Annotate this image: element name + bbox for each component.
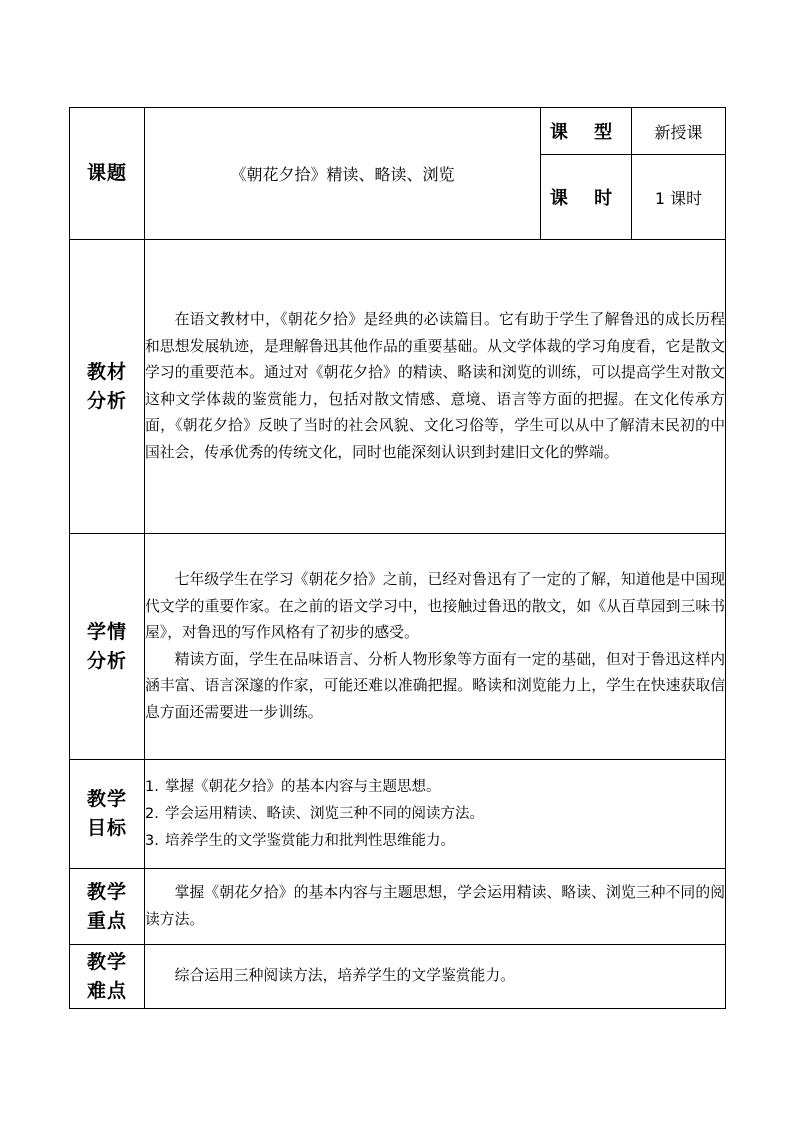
- teaching-goals-label: 教学 目标: [70, 760, 145, 869]
- key-points-text: 掌握《朝花夕拾》的基本内容与主题思想，学会运用精读、略读、浏览三种不同的阅读方法。: [145, 884, 725, 928]
- topic-label: 课题: [70, 108, 145, 240]
- goal-item: 2. 学会运用精读、略读、浏览三种不同的阅读方法。: [145, 805, 484, 822]
- student-analysis-row: [70, 534, 726, 760]
- key-points-content: [145, 869, 726, 945]
- material-analysis-row: [70, 240, 726, 534]
- lesson-hours-value: 1 课时: [632, 155, 726, 240]
- lesson-type-value: 新授课: [632, 108, 726, 155]
- lesson-hours-label: 课 时: [541, 155, 632, 240]
- student-analysis-paragraph: 精读方面，学生在品味语言、分析人物形象等方面有一定的基础，但对于鲁迅这样内涵丰富、语言深邃的作家，可能还难以准确把握。略读和浏览能力上，学生在快速获取信息方面还需要进一步训练。: [145, 650, 725, 721]
- student-analysis-paragraph: 七年级学生在学习《朝花夕拾》之前，已经对鲁迅有了一定的了解，知道他是中国现代文学的重要作家。在之前的语文学习中，也接触过鲁迅的散文，如《从百草园到三味书屋》，对鲁迅的写作风格有了初步的感受。: [145, 571, 725, 641]
- teaching-goals-list: [145, 760, 726, 869]
- topic-row-1: [70, 108, 726, 155]
- goal-item: 1. 掌握《朝花夕拾》的基本内容与主题思想。: [145, 778, 441, 795]
- material-analysis-content: [145, 240, 726, 534]
- difficult-points-content: [145, 945, 726, 1009]
- teaching-goals-row: [70, 760, 726, 869]
- difficult-points-label: 教学 难点: [70, 945, 145, 1009]
- student-analysis-content: [145, 534, 726, 760]
- material-analysis-label: 教材 分析: [70, 240, 145, 534]
- topic-value: 《朝花夕拾》精读、略读、浏览: [145, 108, 541, 240]
- material-analysis-paragraph: 在语文教材中，《朝花夕拾》是经典的必读篇目。它有助于学生了解鲁迅的成长历程和思想发展轨迹，是理解鲁迅其他作品的重要基础。从文学体裁的学习角度看，它是散文学习的重要范本。通过对《朝花夕拾》的精读、略读和浏览的训练，可以提高学生对散文这种文学体裁的鉴赏能力，包括对散文情感、意境、语言等方面的把握。在文化传承方面，《朝花夕拾》反映了当时的社会风貌、文化习俗等，学生可以从中了解清末民初的中国社会，传承优秀的传统文化，同时也能深刻认识到封建旧文化的弊端。: [145, 311, 725, 461]
- difficult-points-text: 综合运用三种阅读方法，培养学生的文学鉴赏能力。: [174, 967, 515, 985]
- student-analysis-label: 学情 分析: [70, 534, 145, 760]
- lesson-plan-table: [69, 107, 726, 1009]
- key-points-row: [70, 869, 726, 945]
- goal-item: 3. 培养学生的文学鉴赏能力和批判性思维能力。: [145, 832, 455, 849]
- lesson-type-label: 课 型: [541, 108, 632, 155]
- difficult-points-row: [70, 945, 726, 1009]
- key-points-label: 教学 重点: [70, 869, 145, 945]
